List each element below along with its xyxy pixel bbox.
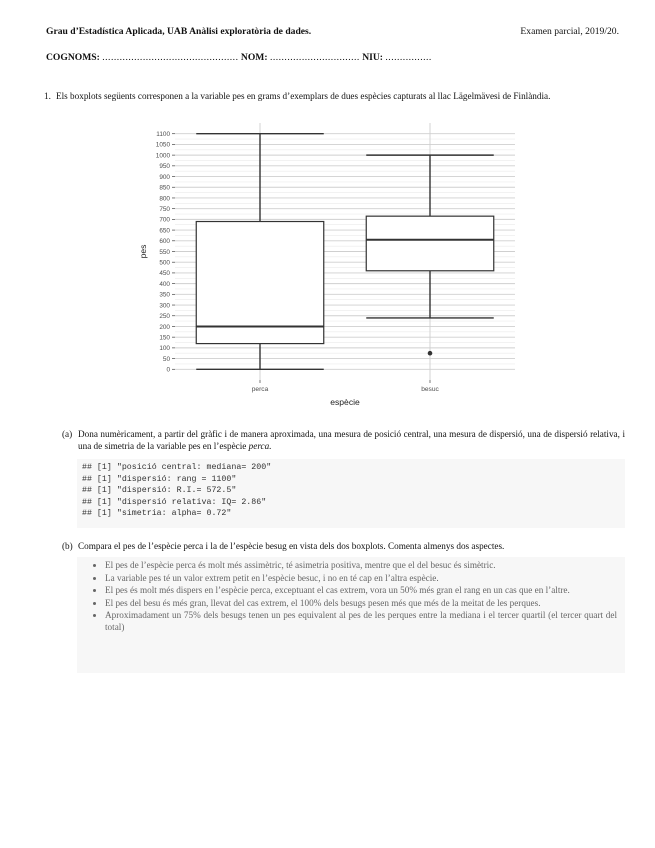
y-tick-label: 50 — [162, 355, 170, 363]
y-tick-label: 500 — [159, 259, 170, 267]
boxplot-chart — [140, 120, 520, 410]
y-tick-label: 1050 — [155, 141, 170, 149]
r-output-block — [77, 459, 625, 528]
y-tick-label: 450 — [159, 270, 170, 278]
y-axis-title: pes — [138, 244, 148, 259]
y-tick-label: 300 — [159, 302, 170, 310]
name-label: NOM: — [240, 52, 268, 63]
part-b — [62, 541, 625, 553]
part-a-text: Dona numèricament, a partir del gràfic i de manera aproximada, una mesura de posició central, una mesura de dispersió, una de dispersió relativa, i una de simetria de la variable pes en l’espècie perca. — [78, 429, 625, 451]
y-tick-label: 600 — [159, 238, 170, 246]
course-title: Grau d’Estadística Aplicada, UAB Anàlisi exploratòria de dades. — [46, 26, 312, 37]
code-line: ## [1] "simetria: alpha= 0.72" — [82, 509, 232, 518]
y-tick-label: 750 — [159, 205, 170, 213]
y-tick-label: 550 — [159, 248, 170, 256]
y-tick-label: 800 — [159, 195, 170, 203]
y-tick-label: 850 — [159, 184, 170, 192]
answer-item: • La variable pes té un valor extrem petit en l’espècie besuc, i no en té cap en l’altra espècie. — [105, 573, 617, 585]
y-tick-label: 1100 — [156, 131, 170, 139]
y-tick-label: 700 — [159, 216, 170, 224]
y-tick-label: 350 — [159, 291, 170, 299]
code-line: ## [1] "dispersió relativa: IQ= 2.86" — [82, 497, 267, 507]
exam-label: Examen parcial, 2019/20. — [520, 26, 619, 37]
x-axis-title: espècie — [330, 397, 360, 407]
niu-label: NIU: — [362, 52, 383, 63]
besuc-outlier — [428, 351, 433, 356]
y-tick-label: 250 — [159, 313, 170, 321]
besuc-box — [366, 216, 494, 271]
answer-item: • El pes de l’espècie perca és molt més assimètric, té asimetria positiva, mentre que el del besuc és simètric. — [105, 560, 617, 572]
surnames-blank: ............................................... — [102, 52, 239, 63]
part-b-text: Compara el pes de l’espècie perca i la de l’espècie besug en vista dels dos boxplots. Comenta almenys dos aspectes. — [78, 541, 505, 551]
name-blank: ............................... — [269, 52, 360, 63]
student-name-line — [46, 52, 432, 63]
x-tick-label-perca: perca — [251, 386, 269, 393]
question-text: Els boxplots següents corresponen a la variable pes en grams d’exemplars de dues espècies capturats al llac Lägelmävesi de Finlàndia. — [56, 91, 551, 101]
part-a-label: (a) — [62, 429, 73, 439]
surnames-label: COGNOMS: — [46, 52, 100, 63]
question-1 — [44, 91, 625, 103]
y-tick-label: 900 — [159, 173, 170, 181]
exam-header — [46, 26, 619, 37]
answer-item: • El pes del besu és més gran, llevat del cas extrem, el 100% dels besugs pesen més que més de la meitat de les perques. — [105, 598, 617, 610]
perca-box — [196, 222, 324, 344]
y-tick-label: 200 — [159, 323, 170, 331]
question-number: 1. — [44, 91, 51, 101]
y-tick-label: 0 — [166, 366, 170, 374]
answer-item: • El pes és molt més dispers en l’espècie perca, exceptuant el cas extrem, vora un 50% més gran el rang en un cas que en l’altre. — [105, 585, 617, 597]
answer-block — [77, 557, 625, 673]
code-line: ## [1] "dispersió: R.I.= 572.5" — [82, 486, 237, 495]
y-tick-label: 650 — [159, 227, 170, 235]
y-tick-label: 1000 — [155, 152, 170, 160]
code-line: ## [1] "posició central: mediana= 200" — [82, 463, 272, 472]
part-a — [62, 429, 625, 452]
niu-blank: ................ — [385, 52, 432, 63]
x-tick-label-besuc: besuc — [421, 386, 439, 393]
part-b-label: (b) — [62, 541, 73, 551]
y-tick-label: 150 — [159, 334, 170, 342]
y-tick-label: 100 — [159, 345, 170, 353]
answer-item: • Aproximadament un 75% dels besugs tenen un pes equivalent al pes de les perques entre la mediana i el tercer quartil (el tercer quart del total) — [105, 610, 617, 633]
y-tick-label: 400 — [159, 280, 170, 288]
y-tick-label: 950 — [159, 163, 170, 171]
code-line: ## [1] "dispersió: rang = 1100" — [82, 474, 237, 484]
